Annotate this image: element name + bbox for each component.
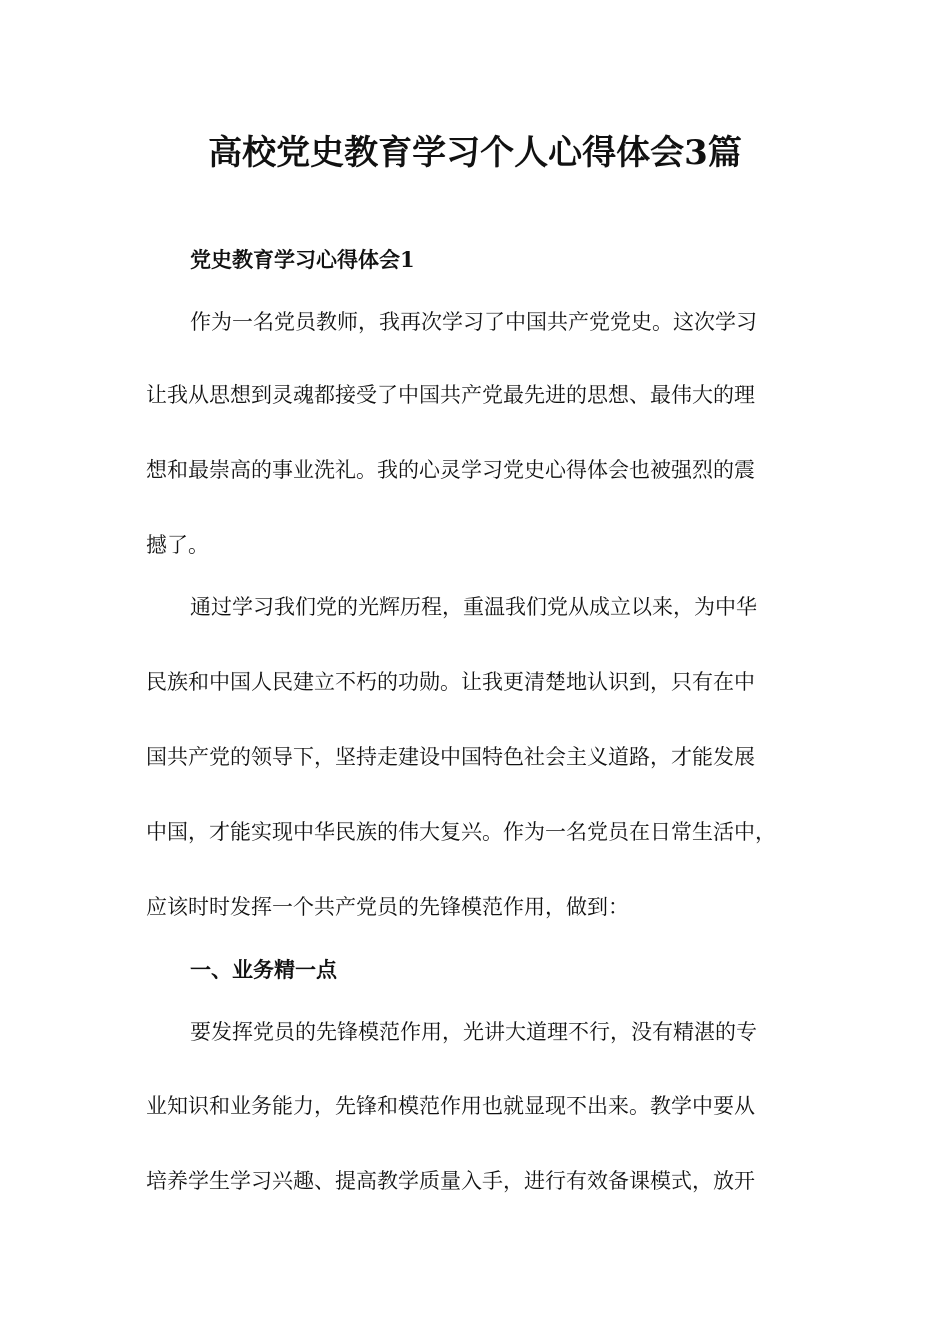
paragraph-line: 培养学生学习兴趣、提高教学质量入手，进行有效备课模式，放开 bbox=[146, 1169, 755, 1193]
paragraph-line: 中国，才能实现中华民族的伟大复兴。作为一名党员在日常生活中， bbox=[146, 820, 776, 844]
paragraph-line: 撼了。 bbox=[146, 533, 209, 557]
section-heading: 党史教育学习心得体会1 bbox=[190, 247, 415, 272]
paragraph-line: 想和最崇高的事业洗礼。我的心灵学习党史心得体会也被强烈的震 bbox=[146, 458, 755, 482]
paragraph-line: 国共产党的领导下，坚持走建设中国特色社会主义道路，才能发展 bbox=[146, 745, 755, 769]
subheading: 一、业务精一点 bbox=[190, 957, 337, 982]
document-title: 高校党史教育学习个人心得体会3篇 bbox=[208, 133, 742, 173]
paragraph-line: 要发挥党员的先锋模范作用，光讲大道理不行，没有精湛的专 bbox=[190, 1020, 757, 1044]
paragraph-line: 业知识和业务能力，先锋和模范作用也就显现不出来。教学中要从 bbox=[146, 1094, 755, 1118]
paragraph-line: 通过学习我们党的光辉历程，重温我们党从成立以来，为中华 bbox=[190, 595, 757, 619]
paragraph-line: 民族和中国人民建立不朽的功勋。让我更清楚地认识到，只有在中 bbox=[146, 670, 755, 694]
paragraph-line: 应该时时发挥一个共产党员的先锋模范作用，做到： bbox=[146, 895, 629, 919]
paragraph-line: 让我从思想到灵魂都接受了中国共产党最先进的思想、最伟大的理 bbox=[146, 383, 755, 407]
paragraph-line: 作为一名党员教师，我再次学习了中国共产党党史。这次学习 bbox=[190, 310, 757, 334]
